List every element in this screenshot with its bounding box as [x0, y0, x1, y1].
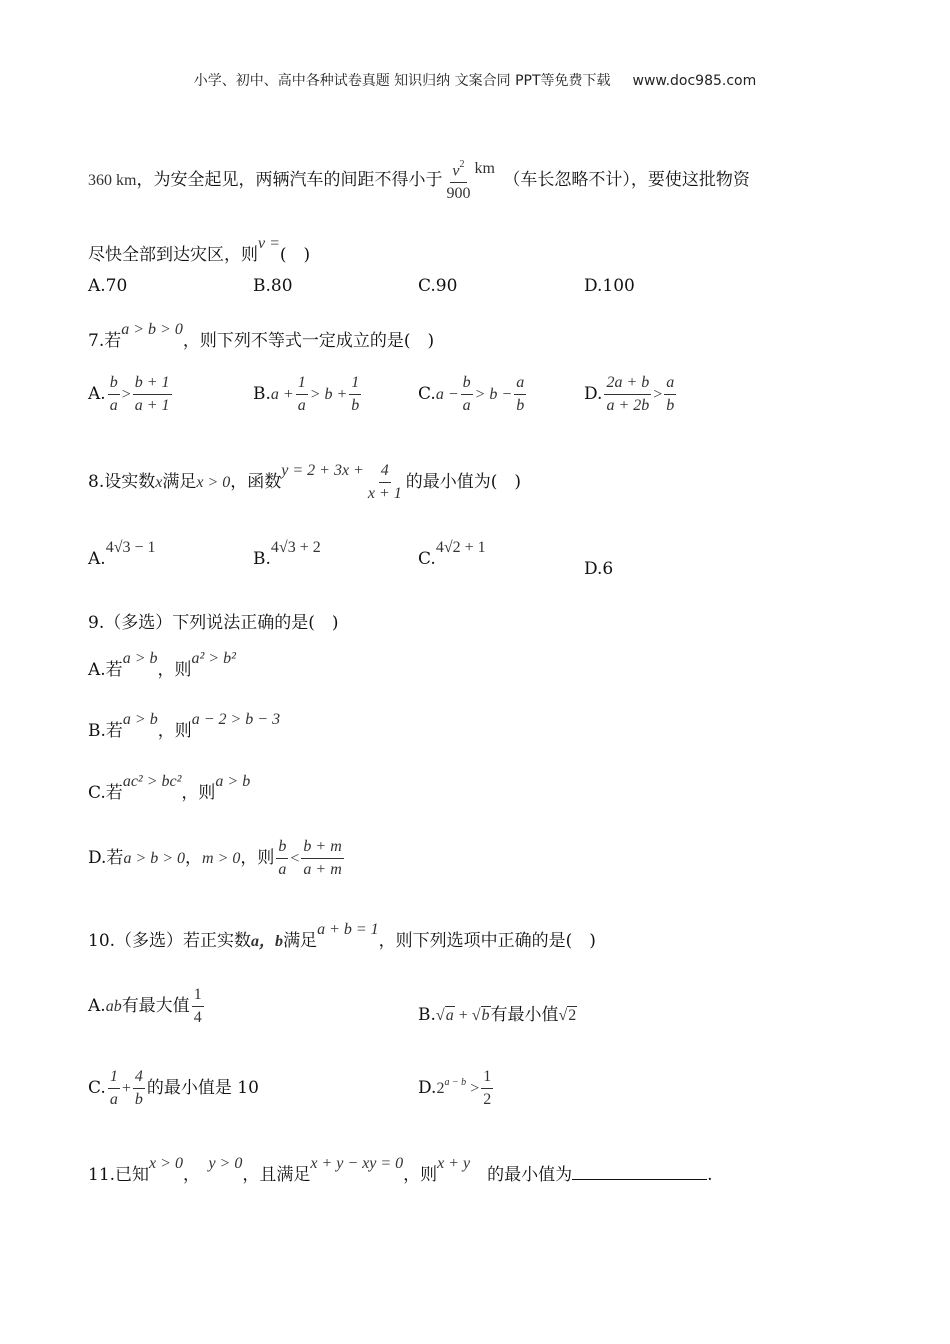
q11-stem: 11.已知x > 0， y > 0，且满足x + y − xy = 0，则x + y 的最小值为 . [88, 1155, 713, 1185]
q7-option-d[interactable]: D. $\frac{2a + b}{a + 2b}$ > $\frac{a}{b}$ [584, 374, 675, 414]
q6-line1 [88, 156, 750, 205]
q8-option-b[interactable]: B.4√3 + 2 [253, 539, 321, 569]
q10-option-d[interactable]: $D.2^{a - b}$ > $\frac{1}{2}$ [418, 1068, 492, 1108]
q6-unit: km [474, 160, 495, 178]
header-text: 小学、初中、高中各种试卷真题 知识归纳 文案合同 PPT等免费下载 [193, 73, 611, 89]
q6-text2: （车长忽略不计），要使这批物资 [511, 170, 750, 191]
q10-option-c[interactable]: C. $\frac{1}{a}$ + $\frac{4}{b}$ 的最小值是 10 [88, 1068, 259, 1108]
header-url[interactable]: www.doc985.com [632, 73, 757, 89]
q11-answer-blank[interactable] [572, 1163, 707, 1180]
q9-option-a[interactable]: A.若a > b，则a² > b² [88, 650, 236, 680]
q8-function: y = 2 + 3x + [281, 462, 364, 479]
q7-option-c[interactable]: C.a − $\frac{b}{a}$ > b − $\frac{a}{b}$ [418, 374, 525, 414]
q10-option-a[interactable]: A.ab有最大值 $\frac{1}{4}$ [88, 986, 202, 1026]
q6-option-c[interactable]: C.90 [418, 276, 458, 296]
q10-option-b[interactable]: B.√a + √b有最小值√2 [418, 1005, 577, 1025]
q10-stem: 10.（多选）若正实数a，b满足a + b = 1，则下列选项中正确的是( ) [88, 921, 596, 951]
q6-line2: 尽快全部到达灾区，则v =( ) [88, 235, 311, 265]
q7-option-a[interactable]: A. $\frac{b}{a}$ > $\frac{b + 1}{a + 1}$ [88, 374, 170, 414]
q9-option-d[interactable]: D.若a > b > 0，m > 0，则 $\frac{b}{a}$ < $\frac{b + m}{a + m}$ [88, 838, 342, 878]
q6-fraction: $\frac{v^2}{900}$ [444, 156, 472, 205]
q8-option-d[interactable]: D.6 [584, 559, 614, 579]
q9-stem: 9.（多选）下列说法正确的是( ) [88, 613, 339, 633]
page-header [0, 70, 950, 90]
q6-v-eq: v = [258, 235, 280, 252]
q8-option-c[interactable]: C.4√2 + 1 [418, 539, 486, 569]
q6-distance: 360 km [88, 172, 137, 190]
q6-option-b[interactable]: B.80 [253, 276, 293, 296]
q8-condition: x > 0 [196, 474, 231, 491]
q6-option-a[interactable]: A.70 [88, 276, 128, 296]
q9-option-b[interactable]: B.若a > b，则a − 2 > b − 3 [88, 711, 281, 741]
q8-stem: 8.设实数x满足x > 0，函数y = 2 + 3x + $\frac{4}{x + 1}$ 的最小值为( ) [88, 462, 522, 502]
q6-option-d[interactable]: D.100 [584, 276, 635, 296]
q8-option-a[interactable]: A.4√3 − 1 [88, 539, 156, 569]
q7-stem: 7.若a > b > 0，则下列不等式一定成立的是( ) [88, 321, 435, 351]
q7-option-b[interactable]: B.a + $\frac{1}{a}$ > b + $\frac{1}{b}$ [253, 374, 360, 414]
q6-text1: ，为安全起见，两辆汽车的间距不得小于 [136, 170, 443, 191]
q9-option-c[interactable]: C.若ac² > bc²，则a > b [88, 773, 251, 803]
q10-condition: a + b = 1 [317, 921, 379, 938]
q7-condition: a > b > 0 [121, 321, 183, 338]
